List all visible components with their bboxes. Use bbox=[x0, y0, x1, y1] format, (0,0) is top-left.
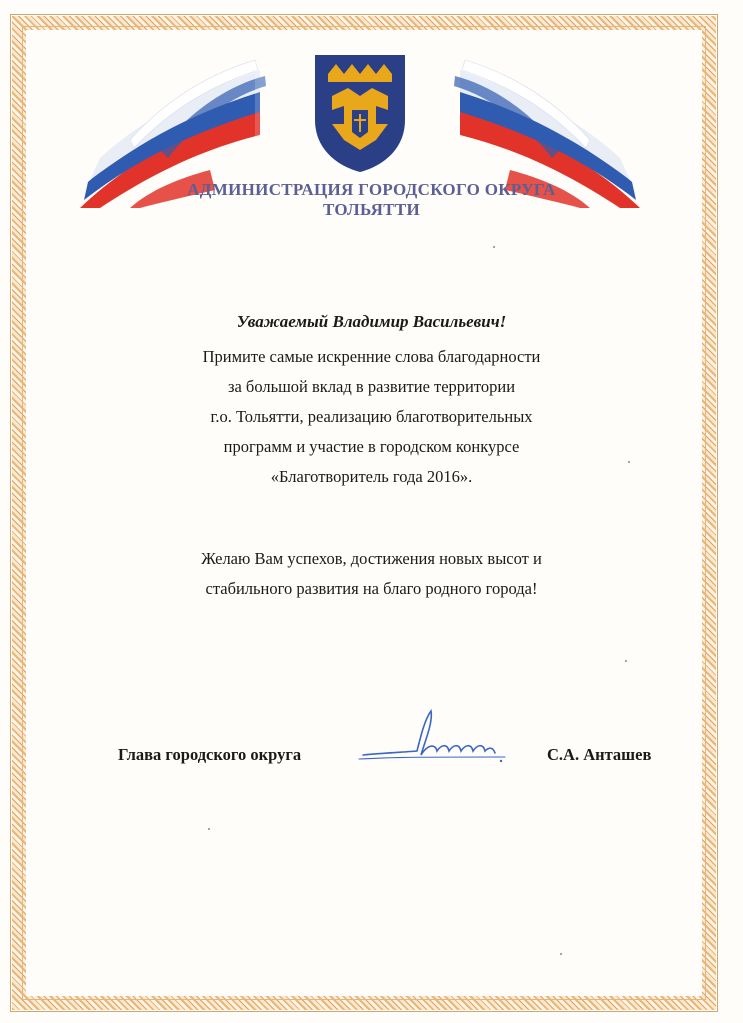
salutation: Уважаемый Владимир Васильевич! bbox=[236, 312, 507, 331]
scan-speck bbox=[560, 953, 562, 955]
paragraph-line: программ и участие в городском конкурсе bbox=[223, 437, 520, 456]
paragraph-line: стабильного развития на благо родного города! bbox=[205, 579, 538, 598]
paragraph-line: Желаю Вам успехов, достижения новых высот и bbox=[201, 549, 542, 568]
city-emblem-shield bbox=[312, 52, 408, 176]
organization-name-line2: ТОЛЬЯТТИ bbox=[322, 200, 421, 219]
scan-speck bbox=[493, 246, 495, 248]
scan-speck bbox=[625, 660, 627, 662]
scan-speck bbox=[628, 461, 630, 463]
paragraph-line: за большой вклад в развитие территории bbox=[227, 377, 516, 396]
scan-speck bbox=[208, 828, 210, 830]
wishes-paragraph bbox=[0, 544, 743, 604]
handwritten-signature bbox=[355, 705, 515, 775]
paragraph-line: Примите самые искренние слова благодарности bbox=[202, 347, 541, 366]
paragraph-line: г.о. Тольятти, реализацию благотворительных bbox=[210, 407, 533, 426]
gratitude-paragraph bbox=[0, 342, 743, 492]
signatory-role: Глава городского округа bbox=[118, 745, 302, 764]
paragraph-line: «Благотворитель года 2016». bbox=[270, 467, 473, 486]
organization-name-line1: АДМИНИСТРАЦИЯ ГОРОДСКОГО ОКРУГА bbox=[187, 180, 556, 199]
signatory-name: С.А. Анташев bbox=[547, 745, 652, 764]
